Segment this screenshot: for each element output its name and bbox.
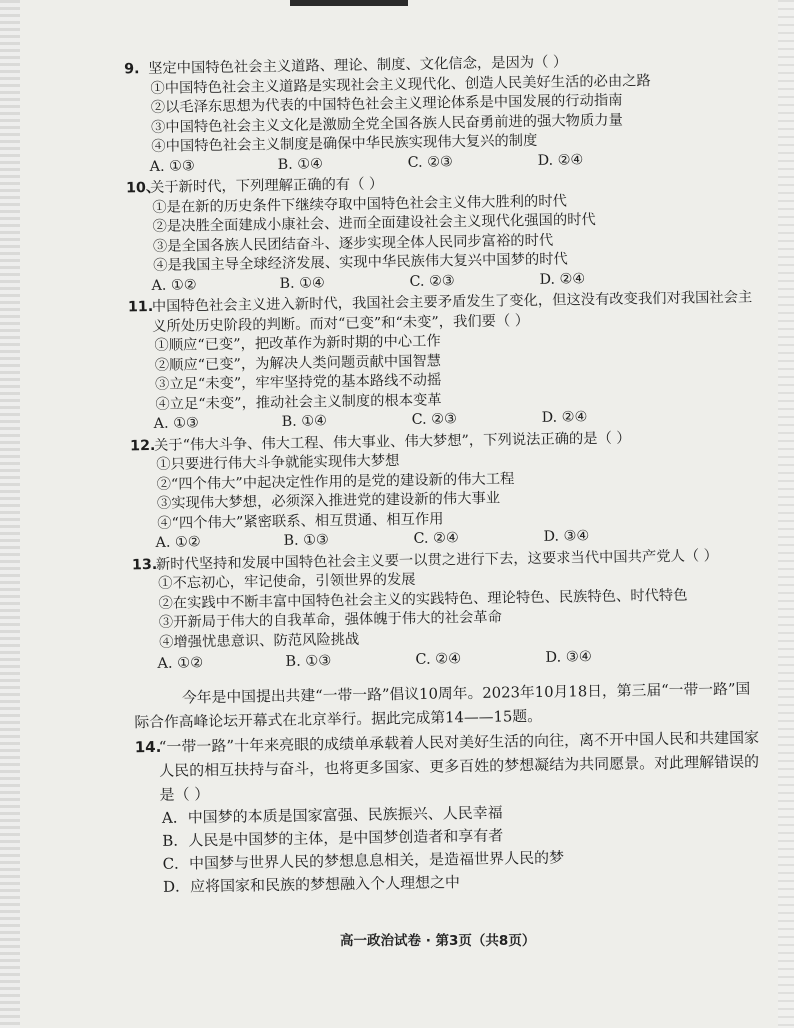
statement-1: ①顺应“已变”，把改革作为新时期的中心工作 — [154, 333, 441, 354]
choice-c: C. ②④ — [415, 651, 462, 668]
statement-2: ②“四个伟大”中起决定性作用的是党的建设新的伟大工程 — [156, 470, 515, 493]
statement-4: ④“四个伟大”紧密联系、相互贯通、相互作用 — [157, 510, 444, 532]
choice-b: B．人民是中国梦的主体，是中国梦创造者和享有者 — [162, 826, 504, 850]
statement-3: ③中国特色社会主义文化是激励全党全国各族人民奋勇前进的强大物质力量 — [150, 112, 623, 136]
choice-d: D. ②④ — [541, 409, 588, 426]
statement-4: ④是我国主导全球经济发展、实现中华民族伟大复兴中国梦的时代 — [153, 251, 568, 274]
question-stem: 关于新时代，下列理解正确的有（ ） — [149, 176, 384, 196]
choice-c: C. ②③ — [411, 411, 457, 428]
question-14 — [134, 725, 767, 898]
choice-c: C. ②③ — [409, 272, 455, 290]
statement-1: ①不忘初心，牢记使命，引领世界的发展 — [158, 571, 416, 592]
choice-b: B. ①④ — [281, 413, 328, 430]
question-stem: 新时代坚持和发展中国特色社会主义要一以贯之进行下去，这要求当代中国共产党人（ ） — [155, 547, 719, 573]
question-stem: 坚定中国特色社会主义道路、理论、制度、文化信念，是因为（ ） — [148, 54, 568, 77]
choice-a: A. ①③ — [149, 157, 195, 175]
choice-d: D. ②④ — [539, 270, 586, 288]
question-stem: 关于“伟大斗争、伟大工程、伟大事业、伟大梦想”，下列说法正确的是（ ） — [153, 429, 631, 454]
question-13 — [131, 546, 763, 674]
question-10 — [125, 169, 757, 295]
statement-1: ①只要进行伟大斗争就能实现伟大梦想 — [156, 453, 400, 473]
choice-a: A．中国梦的本质是国家富强、民族振兴、人民幸福 — [161, 803, 503, 827]
page-footer: 高一政治试卷 · 第3页（共8页） — [340, 933, 536, 949]
statement-2: ②在实践中不断丰富中国特色社会主义的实践特色、理论特色、民族特色、时代特色 — [158, 587, 688, 612]
question-12 — [129, 427, 761, 553]
statement-1: ①是在新的历史条件下继续夺取中国特色社会主义伟大胜利的时代 — [152, 192, 568, 216]
choice-d: D．应将国家和民族的梦想融入个人理想之中 — [162, 872, 461, 896]
choice-b: B. ①③ — [283, 532, 329, 549]
choice-a: A. ①② — [157, 655, 204, 672]
scan-edge-left — [0, 0, 20, 1028]
statement-2: ②以毛泽东思想为代表的中国特色社会主义理论体系是中国发展的行动指南 — [150, 92, 623, 116]
question-number: 13. — [131, 556, 158, 573]
choice-a: A. ①② — [155, 534, 201, 551]
choice-c: C．中国梦与世界人民的梦想息息相关，是造福世界人民的梦 — [162, 848, 565, 873]
question-stem: 中国特色社会主义进入新时代，我国社会主要矛盾发生了变化，但这没有改变我们对我国社会主义所处历史阶段的判断。而对“已变”和“未变”，我们要（ ） — [151, 289, 753, 335]
question-number: 12. — [129, 437, 156, 454]
statement-4: ④增强忧患意识、防范风险挑战 — [159, 631, 360, 651]
question-number: 14. — [134, 737, 162, 756]
choice-b: B. ①④ — [279, 274, 325, 292]
scan-top-mark — [290, 0, 408, 6]
choice-d: D. ②④ — [537, 151, 584, 169]
statement-3: ③实现伟大梦想，必须深入推进党的建设新的伟大事业 — [156, 490, 501, 512]
exam-page — [124, 50, 766, 898]
choice-c: C. ②④ — [413, 530, 459, 547]
statement-2: ②是决胜全面建成小康社会、进而全面建设社会主义现代化强国的时代 — [152, 211, 596, 235]
statement-1: ①中国特色社会主义道路是实现社会主义现代化、创造人民美好生活的必由之路 — [150, 72, 651, 97]
choice-d: D. ③④ — [545, 649, 592, 666]
statement-4: ④立足“未变”，推动社会主义制度的根本变革 — [155, 391, 442, 413]
choice-b: B. ①③ — [285, 653, 332, 670]
question-11 — [127, 288, 759, 434]
statement-3: ③开新局于伟大的自我革命，强体魄于伟大的社会革命 — [158, 609, 503, 631]
statement-3: ③是全国各族人民团结奋斗、逐步实现全体人民同步富裕的时代 — [152, 232, 554, 255]
reading-material-text: 今年是中国提出共建“一带一路”倡议10周年。2023年10月18日，第三届“一带一路”国际合作高峰论坛开幕式在北京举行。据此完成第14——15题。 — [134, 680, 751, 731]
choice-d: D. ③④ — [543, 528, 590, 545]
scan-edge-right — [778, 0, 794, 1028]
question-stem: “一带一路”十年来亮眼的成绩单承载着人民对美好生活的向往，离不开中国人民和共建国家人民的相互扶持与奋斗，也将更多国家、更多百姓的梦想凝结为共同愿景。对此理解错误的是（ ） — [158, 727, 760, 804]
choice-c: C. ②③ — [407, 153, 453, 171]
statement-2: ②顺应“已变”，为解决人类问题贡献中国智慧 — [154, 352, 442, 374]
question-number: 9. — [124, 61, 140, 78]
question-number: 10、 — [125, 179, 161, 197]
statement-4: ④中国特色社会主义制度是确保中华民族实现伟大复兴的制度 — [151, 132, 538, 155]
choice-a: A. ①③ — [153, 415, 199, 432]
choice-a: A. ①② — [151, 276, 197, 294]
question-9 — [124, 50, 755, 176]
choice-b: B. ①④ — [277, 155, 324, 173]
question-number: 11. — [127, 298, 154, 316]
statement-3: ③立足“未变”，牢牢坚持党的基本路线不动摇 — [154, 372, 442, 393]
